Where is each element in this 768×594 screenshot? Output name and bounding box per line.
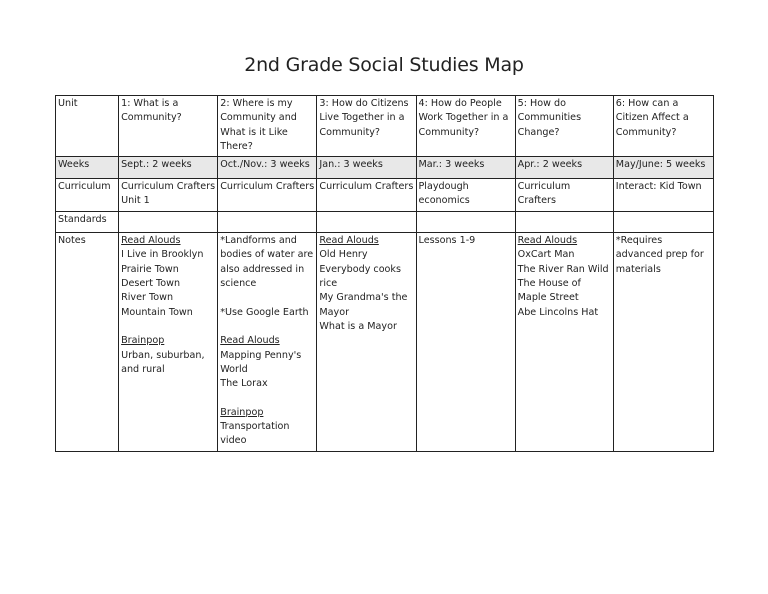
book-title: Abe Lincolns Hat bbox=[517, 306, 599, 318]
notes-row bbox=[56, 233, 714, 452]
curriculum-cell-6: Interact: Kid Town bbox=[613, 179, 713, 212]
curriculum-cell-2: Curriculum Crafters bbox=[218, 179, 317, 212]
row-label-weeks: Weeks bbox=[56, 157, 119, 179]
curriculum-cell-5: Curriculum Crafters bbox=[515, 179, 613, 212]
read-alouds-heading: Read Alouds bbox=[121, 235, 181, 247]
book-title: River Town bbox=[121, 292, 174, 304]
weeks-cell-2: Oct./Nov.: 3 weeks bbox=[218, 157, 317, 179]
read-alouds-heading: Read Alouds bbox=[517, 235, 578, 247]
standards-cell-4 bbox=[416, 212, 515, 233]
book-title: Old Henry bbox=[319, 249, 368, 261]
standards-cell-5 bbox=[515, 212, 613, 233]
curriculum-map-table bbox=[55, 95, 714, 452]
note-text: *Requires advanced prep for materials bbox=[615, 235, 704, 275]
book-title: The River Ran Wild bbox=[517, 263, 609, 275]
curriculum-cell-4: Playdough economics bbox=[416, 179, 515, 212]
notes-cell-5 bbox=[515, 233, 613, 452]
standards-cell-1 bbox=[119, 212, 218, 233]
row-label-curriculum: Curriculum bbox=[56, 179, 119, 212]
row-label-notes: Notes bbox=[56, 233, 119, 452]
notes-cell-4 bbox=[416, 233, 515, 452]
notes-cell-3 bbox=[317, 233, 416, 452]
brainpop-topic: Transportation video bbox=[220, 421, 290, 447]
brainpop-topic: Urban, suburban, and rural bbox=[121, 349, 205, 375]
note-text: *Use Google Earth bbox=[220, 306, 309, 318]
unit-row bbox=[56, 96, 714, 157]
book-title: What is a Mayor bbox=[319, 320, 397, 332]
book-title: The Lorax bbox=[220, 378, 268, 390]
curriculum-cell-3: Curriculum Crafters bbox=[317, 179, 416, 212]
book-title: Everybody cooks rice bbox=[319, 263, 401, 290]
page-title: 2nd Grade Social Studies Map bbox=[244, 54, 524, 76]
read-alouds-heading: Read Alouds bbox=[319, 235, 379, 247]
note-text: Lessons 1-9 bbox=[418, 235, 476, 247]
book-title: Prairie Town bbox=[121, 263, 179, 275]
brainpop-heading: Brainpop bbox=[121, 335, 165, 347]
unit-cell-3: 3: How do Citizens Live Together in a Community? bbox=[317, 96, 416, 157]
book-title: Mapping Penny's World bbox=[220, 349, 302, 375]
book-title: The House of Maple Street bbox=[517, 278, 581, 304]
book-title: Mountain Town bbox=[121, 306, 193, 318]
brainpop-heading: Brainpop bbox=[220, 406, 264, 418]
standards-cell-3 bbox=[317, 212, 416, 233]
standards-row bbox=[56, 212, 714, 233]
row-label-standards: Standards bbox=[56, 212, 119, 233]
unit-cell-4: 4: How do People Work Together in a Community? bbox=[416, 96, 515, 157]
standards-cell-6 bbox=[613, 212, 713, 233]
weeks-cell-5: Apr.: 2 weeks bbox=[515, 157, 613, 179]
weeks-cell-4: Mar.: 3 weeks bbox=[416, 157, 515, 179]
notes-cell-1 bbox=[119, 233, 218, 452]
weeks-cell-3: Jan.: 3 weeks bbox=[317, 157, 416, 179]
curriculum-row bbox=[56, 179, 714, 212]
weeks-cell-6: May/June: 5 weeks bbox=[613, 157, 713, 179]
notes-cell-6 bbox=[613, 233, 713, 452]
note-text: *Landforms and bodies of water are also addressed in science bbox=[220, 235, 314, 290]
unit-cell-5: 5: How do Communities Change? bbox=[515, 96, 613, 157]
book-title: Desert Town bbox=[121, 278, 181, 290]
book-title: My Grandma's the Mayor bbox=[319, 292, 408, 318]
unit-cell-1: 1: What is a Community? bbox=[119, 96, 218, 157]
read-alouds-heading: Read Alouds bbox=[220, 335, 280, 347]
unit-cell-2: 2: Where is my Community and What is it Like There? bbox=[218, 96, 317, 157]
book-title: OxCart Man bbox=[517, 249, 575, 261]
row-label-unit: Unit bbox=[56, 96, 119, 157]
notes-cell-2 bbox=[218, 233, 317, 452]
unit-cell-6: 6: How can a Citizen Affect a Community? bbox=[613, 96, 713, 157]
weeks-row bbox=[56, 157, 714, 179]
weeks-cell-1: Sept.: 2 weeks bbox=[119, 157, 218, 179]
book-title: I Live in Brooklyn bbox=[121, 249, 204, 261]
curriculum-cell-1: Curriculum Crafters Unit 1 bbox=[119, 179, 218, 212]
standards-cell-2 bbox=[218, 212, 317, 233]
